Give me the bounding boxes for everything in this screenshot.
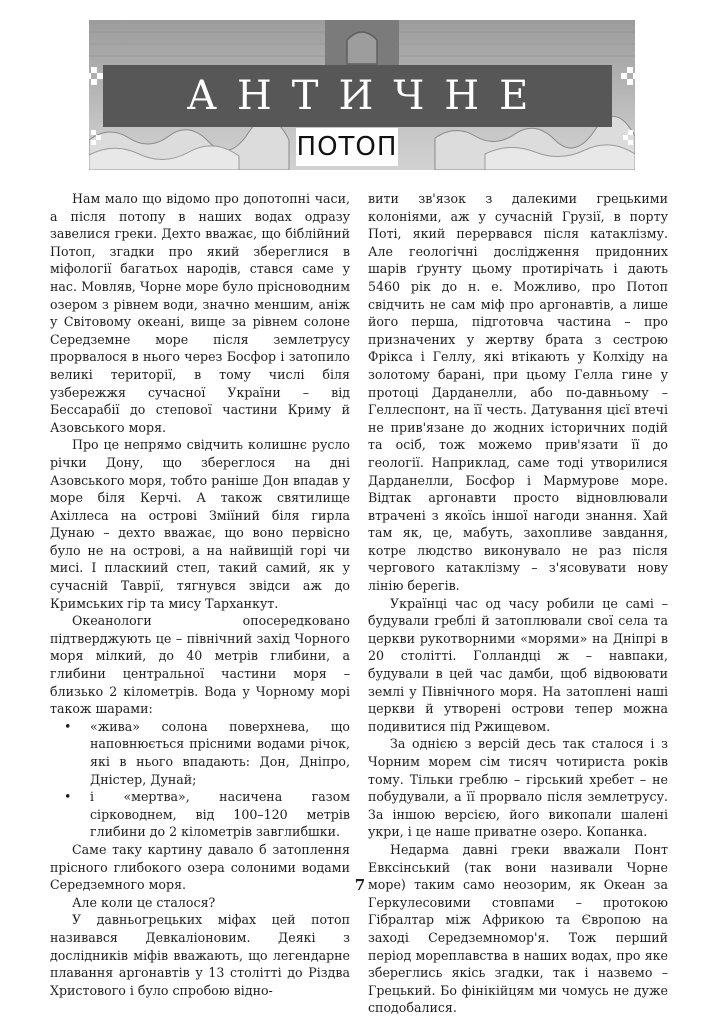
right-paragraph-3: За однією з версій десь так сталося і з Чорним морем сім тисяч чотириста років тому. Тільки греблю – гірський хребет – не побудували, а її прорвало після землетрусу. За іншою версією, його викопали шалені укри, і це наше приватне озеро. Копанка.	[368, 736, 668, 840]
right-paragraph-2: Українці час од часу робили це самі – будували греблі й затоплювали свої села та церкви рукотворними «морями» на Дніпрі в 20 столітті. Голландці ж – навпаки, будували в цей час дамби, щоб відвоювати землі у Північного моря. На затоплені наші церкви й утворені острови тепер можна подивитися під Ржищевом.	[368, 595, 668, 734]
left-paragraph-6: У давньогрецьких міфах цей потоп називався Девкаліоновим. Деякі з дослідників міфів вважають, що легендарне плавання аргонавтів у 13 столітті до Різдва Христового і було спробою відно-	[50, 912, 350, 998]
subtitle-box	[296, 128, 398, 166]
right-paragraph-1: вити зв'язок з далекими грецькими колоніями, аж у сучасній Грузії, в порту Поті, який перервався після катаклізму. Але геологічні дослідження придонних шарів ґрунту цьому протирічать і дають 5460 рік до н. е. Можливо, про Потоп свідчить не сам міф про аргонавтів, а лише його перша, підготовча частина – про призначених у жертву брата з сестрою Фрікса і Геллу, які втікають у Колхіду на золотому барані, при цьому Гелла гине у протоці Дарданелли, або по-давньому – Геллеспонт, на її честь. Датування цієї втечі не прив'язане до жодних історичних подій та осіб, тож можемо прив'язати її до геології. Наприклад, саме тоді утворилися Дарданелли, Босфор і Мармурове море. Відтак аргонавти просто відновлювали втрачені з якоїсь іншої нагоди знання. Хай там як, це, мабуть, захопливе завдання, котре людство виконувало не раз після чергового катаклізму – з'ясовувати нову лінію берегів.	[368, 191, 668, 594]
ornament-left	[89, 67, 103, 85]
list-item	[50, 788, 350, 841]
list-item-text: «жива» солона поверхнева, що наповнюється прісними водами річок, які в нього впадають: Дон, Дніпро, Дністер, Дунай;	[90, 718, 350, 787]
bullet-icon: •	[64, 718, 72, 734]
left-paragraph-1: Нам мало що відомо про допотопні часи, а після потопу в наших водах одразу завелися греки. Дехто вважає, що біблійний Потоп, згадки про який збереглися в міфології багатьох народів, стався саме у нас. Мовляв, Чорне море було прісноводним озером з рівнем води, значно меншим, аніж у Світовому океані, вище за рівнем солоне Середземне море після землетрусу прорвалося в нього через Босфор і затопило великі території, в тому числі біля узбережжя сучасної України – від Бессарабії до степової частини Криму й Азовського моря.	[50, 191, 350, 435]
header-illustration	[89, 20, 635, 170]
bullet-icon: •	[64, 789, 72, 805]
list-item-text: і «мертва», насичена газом сірководнем, від 100–120 метрів глибини до 2 кілометрів завглибшки.	[90, 789, 350, 840]
layers-list	[50, 718, 350, 841]
page-number: 7	[354, 876, 366, 894]
tower-arch	[347, 32, 377, 64]
left-paragraph-5: Але коли це сталося?	[72, 894, 216, 910]
left-paragraph-3: Океанологи опосередковано підтверджують це – північний захід Чорного моря мілкий, до 40 метрів глибини, а глибини центральної частини моря – близько 2 кілометрів. Вода у Чорному морі також шарами:	[50, 613, 350, 717]
ornament-right	[621, 67, 635, 85]
right-paragraph-4: Недарма давні греки вважали Понт Евксінський (так вони називали Чорне море) таким само неозорим, як Океан за Геркулесовими стовпами – протокою Гібралтар між Африкою та Європою на заході Середземномор'я. Тож перший період мореплавства в наших водах, про яке збереглись якісь згадки, так і назвемо – Грецький. Бо фінікійцям ми чомусь не дуже сподобалися.	[368, 841, 668, 1016]
title-box	[103, 65, 612, 127]
list-item	[50, 718, 350, 788]
left-paragraph-4: Саме таку картину давало б затоплення прісного глибокого озера солоними водами Середземного моря.	[50, 841, 350, 893]
left-paragraph-2: Про це непрямо свідчить колишнє русло річки Дону, що збереглося на дні Азовського моря, тобто раніше Дон впадав у море біля Керчі. А також святилище Ахіллеса на острові Зміїний біля гирла Дунаю – дехто вважає, що воно первісно було не на острові, а на найвищій горі чи мисі. І пласкиий степ, такий самий, як у сучасній Таврії, тягнувся звідси аж до Кримських гір та мису Тарханкут.	[50, 437, 350, 611]
chapter-subtitle: ПОТОП	[296, 132, 398, 162]
chapter-title: АНТИЧНЕ	[186, 73, 549, 119]
